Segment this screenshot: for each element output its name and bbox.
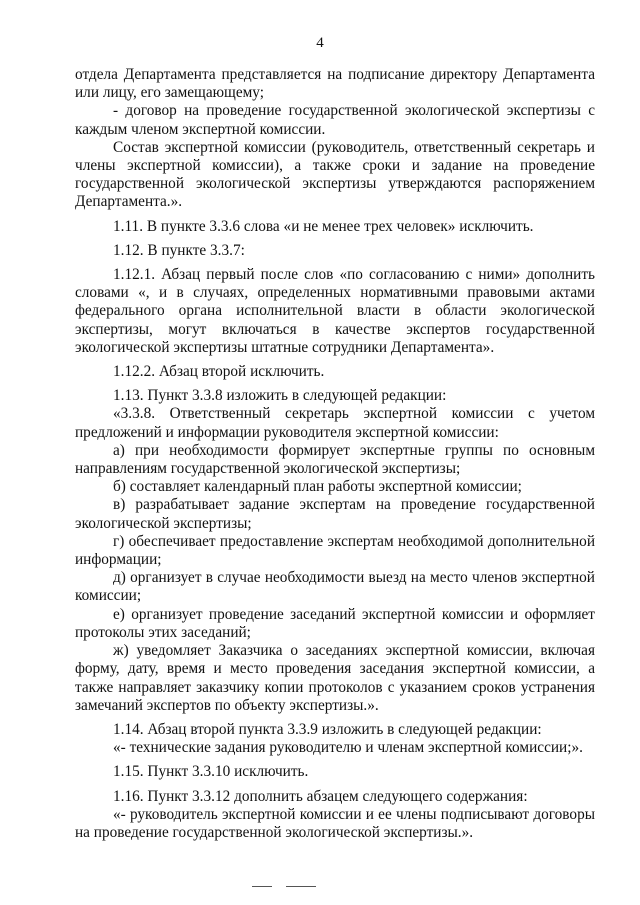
paragraph-1-16-text: «- руководитель экспертной комиссии и ее члены подписывают договоры на проведение государственной экологической экспертизы.». [75,805,595,841]
paragraph-1-16: 1.16. Пункт 3.3.12 дополнить абзацем следующего содержания: [113,787,528,805]
list-item-v: в) разрабатывает задание экспертам на проведение государственной экологической экспертизы; [75,496,595,532]
paragraph-continuation: отдела Департамента представляется на подписание директору Департамента или лицу, его замещающему; [75,66,595,102]
paragraph-1-15: 1.15. Пункт 3.3.10 исключить. [113,763,309,781]
list-item-b: б) составляет календарный план работы экспертной комиссии; [113,478,522,496]
paragraph-1-12-1: 1.12.1. Абзац первый после слов «по согласованию с ними» дополнить словами «, и в случаях, определенных нормативными правовыми актами федерального органа исполнительной власти в области экологической экспертизы, могут включаться в качестве экспертов государственной экологической экспертизы штатные сотрудники Департамента». [75,266,595,356]
list-item-zh: ж) уведомляет Заказчика о заседаниях экспертной комиссии, включая форму, дату, время и место проведения заседания экспертной комиссии, а также направляет заказчику копии протоколов с указанием сроков устранения замечаний экспертов по объекту экспертизы.». [75,642,595,714]
paragraph-contract-item: - договор на проведение государственной экологической экспертизы с каждым членом экспертной комиссии. [75,102,595,138]
document-body [75,66,595,842]
paragraph-1-14-text: «- технические задания руководителю и членам экспертной комиссии;». [113,739,583,757]
paragraph-3-3-8: «3.3.8. Ответственный секретарь экспертной комиссии с учетом предложений и информации руководителя экспертной комиссии: [75,405,595,441]
list-item-g: г) обеспечивает предоставление экспертам необходимой дополнительной информации; [75,532,595,569]
list-item-a: а) при необходимости формирует экспертные группы по основным направлениям государственной экологической экспертизы; [75,441,595,478]
list-item-e: е) организует проведение заседаний экспертной комиссии и оформляет протоколы этих заседаний; [75,605,595,641]
paragraph-1-11: 1.11. В пункте 3.3.6 слова «и не менее трех человек» исключить. [113,217,534,235]
paragraph-1-12: 1.12. В пункте 3.3.7: [113,241,245,259]
list-item-d: д) организует в случае необходимости выезд на место членов экспертной комиссии; [75,569,595,605]
footer-line-right [286,886,316,887]
paragraph-1-14: 1.14. Абзац второй пункта 3.3.9 изложить в следующей редакции: [113,720,542,738]
paragraph-1-13: 1.13. Пункт 3.3.8 изложить в следующей редакции: [113,387,447,405]
paragraph-commission-composition: Состав экспертной комиссии (руководитель, ответственный секретарь и члены экспертной комиссии), а также сроки и задание на проведение государственной экологической экспертизы утверждаются распоряжением Департамента.». [75,138,595,211]
page-number: 4 [316,35,324,51]
footer-line-left [252,886,272,887]
paragraph-1-12-2: 1.12.2. Абзац второй исключить. [113,363,325,381]
